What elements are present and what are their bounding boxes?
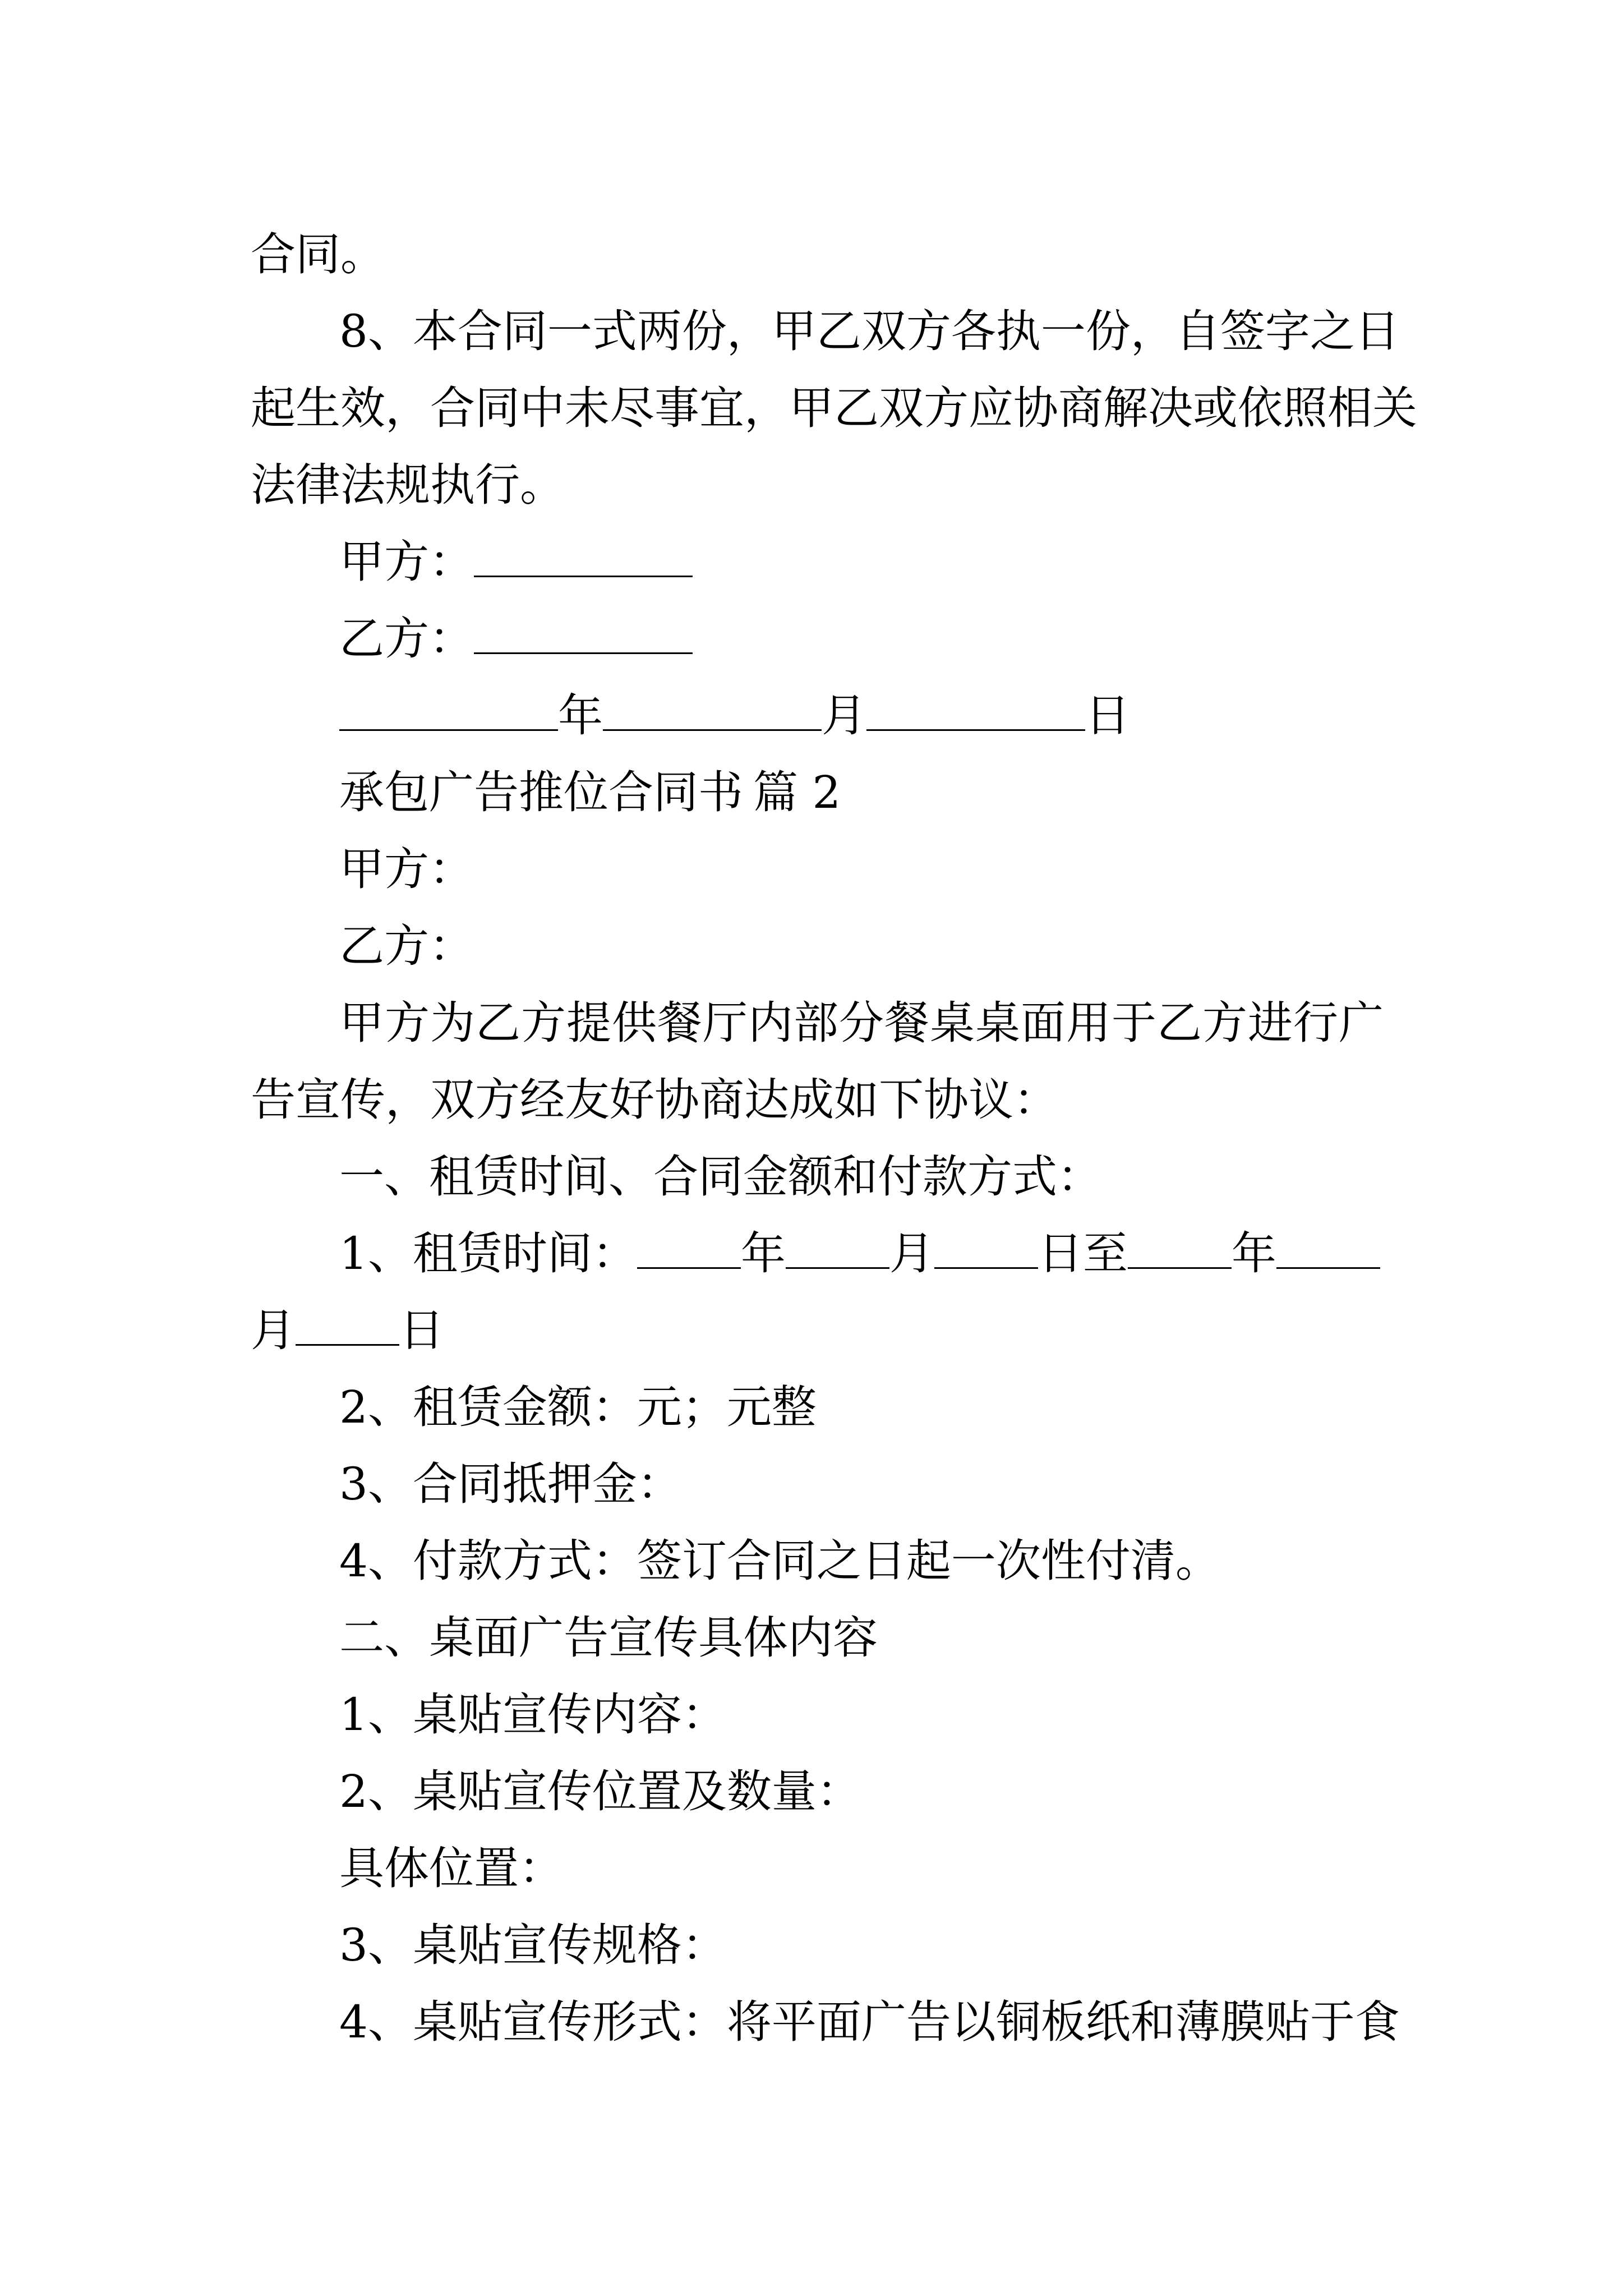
day-label: 日 xyxy=(1085,689,1130,742)
party-a-signature-line xyxy=(251,523,1384,600)
paragraph-line: 告宣传，双方经友好协商达成如下协议： xyxy=(251,1074,1058,1126)
clause-line: 3、合同抵押金： xyxy=(339,1458,682,1510)
party-b-blank xyxy=(474,620,693,654)
start-year-label: 年 xyxy=(740,1227,786,1280)
start-day-blank xyxy=(934,1235,1038,1269)
party-b-signature-line xyxy=(251,600,1384,677)
start-month-blank xyxy=(786,1235,889,1269)
end-day-label: 日 xyxy=(399,1304,444,1356)
clause-line: 4、桌贴宣传形式：将平面广告以铜板纸和薄膜贴于食 xyxy=(339,1996,1400,2048)
year-blank xyxy=(339,697,558,731)
clause-line: 2、桌贴宣传位置及数量： xyxy=(339,1765,861,1818)
start-day-to-label: 日至 xyxy=(1038,1227,1128,1280)
party-a-label: 甲方： xyxy=(339,536,474,588)
month-label: 月 xyxy=(822,689,866,742)
party-b-line: 乙方： xyxy=(339,920,474,972)
end-day-blank xyxy=(296,1312,399,1346)
chapter-label: 篇 2 xyxy=(753,766,841,818)
party-a-blank xyxy=(474,543,693,577)
party-a-line: 甲方： xyxy=(339,843,474,895)
end-year-label: 年 xyxy=(1231,1227,1276,1280)
end-month-label: 月 xyxy=(251,1304,296,1356)
paragraph-line: 8、本合同一式两份，甲乙双方各执一份，自签字之日 xyxy=(339,305,1400,357)
start-year-blank xyxy=(637,1235,741,1269)
party-b-label: 乙方： xyxy=(339,613,474,665)
paragraph-line: 法律法规执行。 xyxy=(251,459,565,511)
lease-period-continuation xyxy=(251,1292,1384,1369)
year-label: 年 xyxy=(558,689,603,742)
lease-period-label: 1、租赁时间： xyxy=(339,1227,637,1280)
day-blank xyxy=(866,697,1085,731)
section-title xyxy=(251,754,1384,831)
contract-title: 承包广告推位合同书 xyxy=(339,766,743,818)
end-month-blank xyxy=(1276,1235,1380,1269)
clause-line: 1、桌贴宣传内容： xyxy=(339,1688,727,1741)
end-year-blank xyxy=(1128,1235,1232,1269)
document-body xyxy=(251,216,1417,2060)
start-month-label: 月 xyxy=(889,1227,934,1280)
clause-heading: 一、租赁时间、合同金额和付款方式： xyxy=(339,1151,1102,1203)
clause-line: 具体位置： xyxy=(339,1842,564,1894)
clause-line: 3、桌贴宣传规格： xyxy=(339,1919,727,1971)
month-blank xyxy=(603,697,822,731)
clause-line: 2、租赁金额：元；元整 xyxy=(339,1381,817,1433)
paragraph-line: 起生效，合同中未尽事宜，甲乙双方应协商解决或依照相关 xyxy=(251,382,1417,434)
clause-line: 4、付款方式：签订合同之日起一次性付清。 xyxy=(339,1535,1220,1587)
lease-period-line xyxy=(251,1215,1384,1292)
paragraph-line: 合同。 xyxy=(251,228,385,280)
clause-heading: 二、桌面广告宣传具体内容 xyxy=(339,1612,878,1664)
date-line xyxy=(251,677,1384,754)
paragraph-line: 甲方为乙方提供餐厅内部分餐桌桌面用于乙方进行广 xyxy=(339,997,1384,1049)
